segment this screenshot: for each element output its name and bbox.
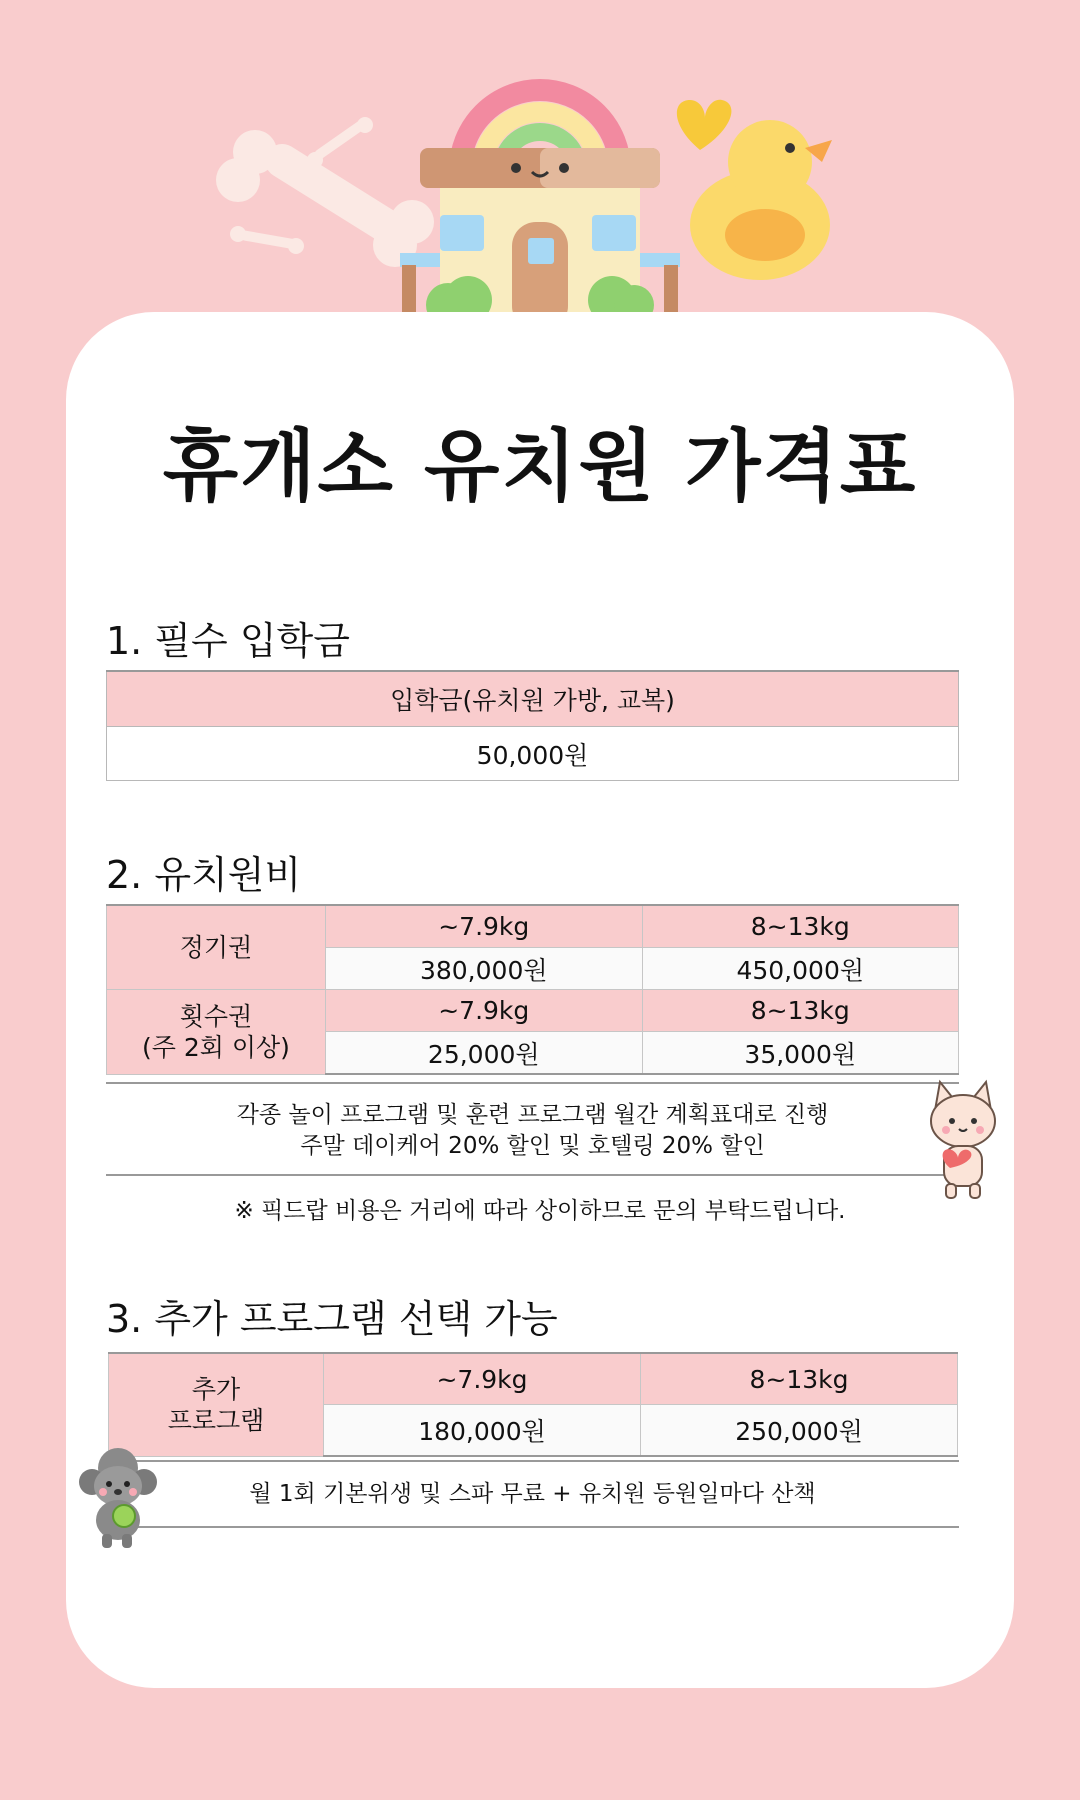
price-cell: 35,000원 xyxy=(642,1032,959,1075)
heart-icon xyxy=(677,100,732,150)
bone-icon xyxy=(216,117,434,267)
duck-icon xyxy=(690,120,832,280)
tuition-note-line2: 주말 데이케어 20% 할인 및 호텔링 20% 할인 xyxy=(300,1133,765,1159)
count-pass-label xyxy=(107,990,326,1075)
section1-heading: 1. 필수 입학금 xyxy=(106,619,350,663)
price-cell: 250,000원 xyxy=(641,1405,958,1457)
section2-heading: 2. 유치원비 xyxy=(106,853,302,897)
rainbow-house-icon xyxy=(400,90,680,330)
size-small: ~7.9kg xyxy=(324,1353,641,1405)
extra-program-label xyxy=(109,1353,324,1456)
pickup-remark: ※ 픽드랍 비용은 거리에 따라 상이하므로 문의 부탁드립니다. xyxy=(234,1198,846,1224)
admission-fee-header: 입학금(유치원 가방, 교복) xyxy=(107,671,959,727)
header-illustration xyxy=(0,0,1080,330)
size-small: ~7.9kg xyxy=(326,905,643,948)
poodle-with-ball-icon xyxy=(78,1446,160,1550)
extra-program-line2: 프로그램 xyxy=(167,1405,265,1435)
count-pass-line1: 횟수권 xyxy=(179,1001,253,1031)
section3-heading: 3. 추가 프로그램 선택 가능 xyxy=(106,1297,558,1341)
cat-holding-heart-icon xyxy=(926,1076,1000,1202)
tuition-note-line1: 각종 놀이 프로그램 및 훈련 프로그램 월간 계획표대로 진행 xyxy=(236,1102,829,1128)
tuition-note xyxy=(106,1082,959,1176)
price-cell: 380,000원 xyxy=(326,948,643,990)
size-large: 8~13kg xyxy=(641,1353,958,1405)
page-title: 휴개소 유치원 가격표 xyxy=(162,422,918,512)
extra-program-table xyxy=(108,1352,958,1457)
regular-pass-label: 정기권 xyxy=(107,905,326,990)
price-cell: 25,000원 xyxy=(326,1032,643,1075)
admission-fee-table xyxy=(106,670,959,781)
price-cell: 450,000원 xyxy=(642,948,959,990)
size-large: 8~13kg xyxy=(642,990,959,1032)
count-pass-line2: (주 2회 이상) xyxy=(142,1032,290,1062)
extra-program-note: 월 1회 기본위생 및 스파 무료 + 유치원 등원일마다 산책 xyxy=(106,1460,959,1528)
price-card xyxy=(66,312,1014,1688)
admission-fee-price: 50,000원 xyxy=(107,727,959,781)
extra-program-line1: 추가 xyxy=(191,1374,241,1404)
size-large: 8~13kg xyxy=(642,905,959,948)
price-cell: 180,000원 xyxy=(324,1405,641,1457)
size-small: ~7.9kg xyxy=(326,990,643,1032)
tuition-table xyxy=(106,904,959,1075)
